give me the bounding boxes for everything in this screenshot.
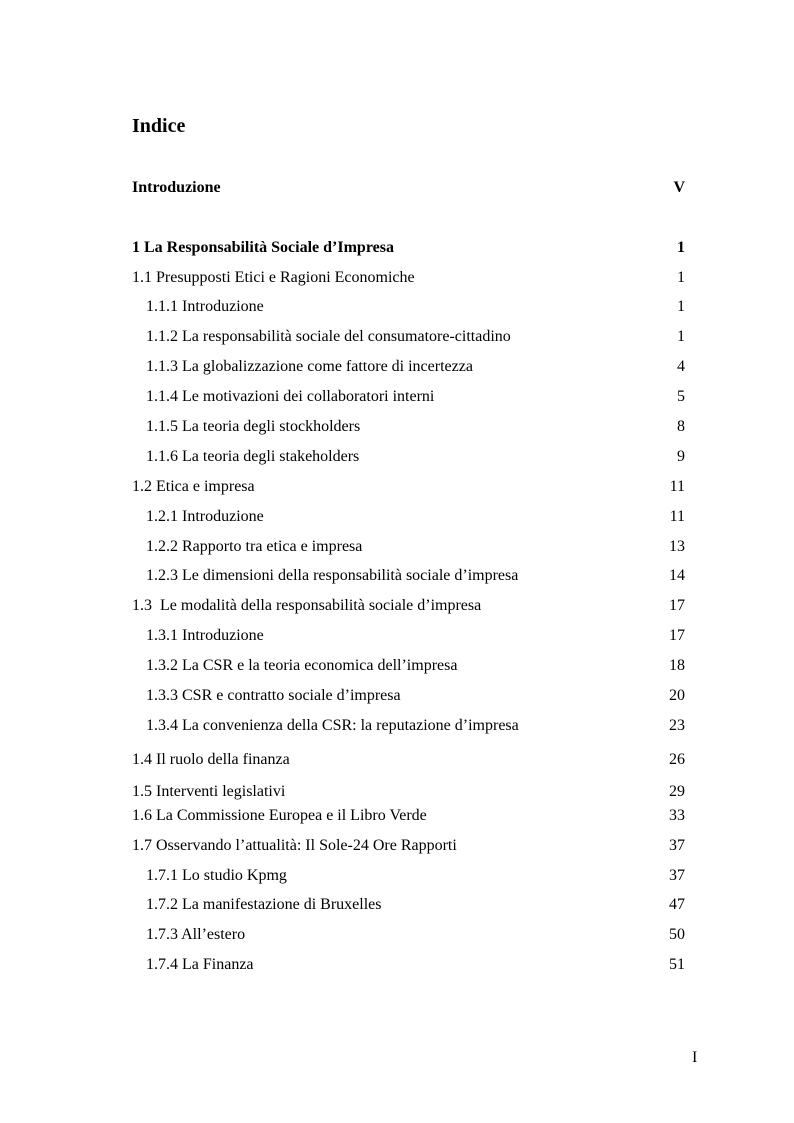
- toc-entry-page: 18: [669, 657, 685, 674]
- toc-entry-page: 50: [669, 926, 685, 943]
- toc-entry-label: 1.7.1 Lo studio Kpmg: [146, 867, 287, 884]
- toc-entry-label: 1.7.4 La Finanza: [146, 956, 254, 973]
- toc-entry-page: 17: [669, 597, 685, 614]
- toc-entry-page: V: [673, 179, 685, 196]
- toc-entry-page: 14: [669, 567, 685, 584]
- toc-entry-1-3-3[interactable]: [132, 685, 685, 707]
- toc-entry-label: 1.4 Il ruolo della finanza: [132, 751, 290, 768]
- toc-entry-page: 13: [669, 538, 685, 555]
- toc-entry-page: 20: [669, 687, 685, 704]
- toc-entry-1-2-1[interactable]: [132, 506, 685, 528]
- toc-entry-label: 1.2.1 Introduzione: [146, 508, 264, 525]
- toc-entry-label: 1.2 Etica e impresa: [132, 478, 255, 495]
- toc-entry-label: 1.5 Interventi legislativi: [132, 783, 286, 800]
- toc-entry-label: 1.1.1 Introduzione: [146, 298, 264, 315]
- toc-entry-page: 8: [677, 418, 685, 435]
- toc-entry-1-3-2[interactable]: [132, 655, 685, 677]
- footer-page-number: I: [692, 1049, 698, 1066]
- toc-entry-label: 1.6 La Commissione Europea e il Libro Verde: [132, 807, 427, 824]
- toc-entry-label: 1.3.1 Introduzione: [146, 627, 264, 644]
- toc-entry-label: 1.1.4 Le motivazioni dei collaboratori interni: [146, 388, 435, 405]
- toc-entry-1-1-5[interactable]: [132, 416, 685, 438]
- toc-entry-page: 1: [677, 298, 685, 315]
- toc-entry-page: 9: [677, 448, 685, 465]
- toc-entry-1-4[interactable]: [132, 749, 685, 771]
- toc-entry-page: 1: [677, 328, 685, 345]
- toc-entry-page: 17: [669, 627, 685, 644]
- toc-entry-page: 47: [669, 896, 685, 913]
- toc-entry-label: 1.7.3 All’estero: [146, 926, 246, 943]
- toc-entry-1-5[interactable]: [132, 781, 685, 803]
- toc-entry-1-6[interactable]: [132, 805, 685, 827]
- toc-entry-1-7-1[interactable]: [132, 865, 685, 887]
- toc-entry-label: 1.3.4 La convenienza della CSR: la reputazione d’impresa: [146, 717, 519, 734]
- toc-entry-page: 5: [677, 388, 685, 405]
- toc-entry-label: 1.2.3 Le dimensioni della responsabilità sociale d’impresa: [146, 567, 519, 584]
- toc-entry-1-1-2[interactable]: [132, 326, 685, 348]
- toc-entry-1-1-4[interactable]: [132, 386, 685, 408]
- toc-entry-page: 37: [669, 867, 685, 884]
- toc-entry-label: Introduzione: [132, 179, 221, 196]
- toc-entry-label: 1.3 Le modalità della responsabilità sociale d’impresa: [132, 597, 482, 614]
- toc-entry-1-7-4[interactable]: [132, 954, 685, 976]
- toc-entry-page: 11: [669, 478, 685, 495]
- toc-entry-1-3[interactable]: [132, 595, 685, 617]
- toc-entry-page: 11: [669, 508, 685, 525]
- toc-entry-1-1[interactable]: [132, 267, 685, 289]
- toc-entry-label: 1.3.2 La CSR e la teoria economica dell’impresa: [146, 657, 458, 674]
- toc-entry-page: 26: [669, 751, 685, 768]
- toc-entry-page: 1: [677, 239, 685, 256]
- page-title: Indice: [132, 115, 186, 137]
- toc-entry-label: 1.1.6 La teoria degli stakeholders: [146, 448, 360, 465]
- toc-entry-label: 1.1 Presupposti Etici e Ragioni Economiche: [132, 269, 415, 286]
- toc-entry-label: 1.7 Osservando l’attualità: Il Sole-24 Ore Rapporti: [132, 837, 457, 854]
- toc-entry-1-7-2[interactable]: [132, 894, 685, 916]
- toc-entry-label: 1.7.2 La manifestazione di Bruxelles: [146, 896, 382, 913]
- toc-entry-1-3-1[interactable]: [132, 625, 685, 647]
- toc-entry-label: 1 La Responsabilità Sociale d’Impresa: [132, 239, 394, 256]
- toc-entry-page: 1: [677, 269, 685, 286]
- toc-entry-1-1-6[interactable]: [132, 446, 685, 468]
- toc-entry-1-2-2[interactable]: [132, 536, 685, 558]
- toc-entry-chapter-1[interactable]: [132, 237, 685, 259]
- toc-entry-1-7[interactable]: [132, 835, 685, 857]
- toc-entry-introduzione[interactable]: [132, 177, 685, 199]
- toc-entry-page: 4: [677, 358, 685, 375]
- toc-entry-page: 29: [669, 783, 685, 800]
- toc-entry-1-2-3[interactable]: [132, 565, 685, 587]
- toc-entry-1-2[interactable]: [132, 476, 685, 498]
- toc-entry-label: 1.2.2 Rapporto tra etica e impresa: [146, 538, 363, 555]
- toc-entry-1-3-4[interactable]: [132, 715, 685, 737]
- toc-entry-label: 1.1.5 La teoria degli stockholders: [146, 418, 361, 435]
- toc-entry-1-1-3[interactable]: [132, 356, 685, 378]
- toc-entry-page: 37: [669, 837, 685, 854]
- toc-entry-1-1-1[interactable]: [132, 296, 685, 318]
- toc-entry-page: 51: [669, 956, 685, 973]
- toc-entry-label: 1.1.3 La globalizzazione come fattore di incertezza: [146, 358, 473, 375]
- toc-entry-label: 1.1.2 La responsabilità sociale del consumatore-cittadino: [146, 328, 511, 345]
- toc-entry-label: 1.3.3 CSR e contratto sociale d’impresa: [146, 687, 401, 704]
- toc-entry-page: 33: [669, 807, 685, 824]
- toc-entry-page: 23: [669, 717, 685, 734]
- toc-entry-1-7-3[interactable]: [132, 924, 685, 946]
